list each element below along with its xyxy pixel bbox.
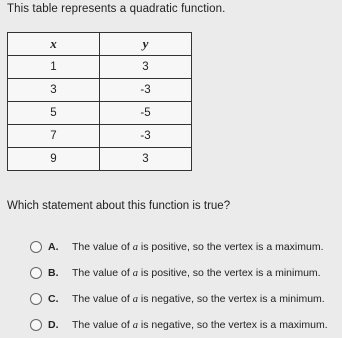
table-cell-y: -3 [100, 79, 192, 102]
table-cell-y: 3 [100, 148, 192, 171]
table-cell-x: 9 [8, 148, 100, 171]
option-d[interactable] [30, 312, 340, 338]
table-row [8, 148, 192, 171]
table-cell-x: 5 [8, 102, 100, 125]
radio-button-d[interactable] [30, 319, 42, 331]
radio-button-a[interactable] [30, 241, 42, 253]
table-row [8, 56, 192, 79]
option-c[interactable] [30, 286, 340, 312]
radio-button-c[interactable] [30, 293, 42, 305]
answer-options [30, 234, 340, 338]
function-table [7, 32, 192, 171]
table-cell-y: -3 [100, 125, 192, 148]
option-letter: A. [48, 241, 59, 253]
option-letter: C. [48, 293, 59, 305]
option-label: The value of a is negative, so the vertex is a maximum. [72, 319, 328, 331]
table-header-row [8, 33, 192, 56]
table-cell-x: 1 [8, 56, 100, 79]
radio-button-b[interactable] [30, 267, 42, 279]
option-letter: B. [48, 267, 59, 279]
table-row [8, 125, 192, 148]
column-header-y: y [100, 33, 192, 56]
table-cell-y: 3 [100, 56, 192, 79]
table-cell-x: 3 [8, 79, 100, 102]
question-text: Which statement about this function is true? [7, 200, 231, 212]
table-row [8, 102, 192, 125]
option-label: The value of a is positive, so the vertex is a maximum. [72, 241, 324, 253]
option-b[interactable] [30, 260, 340, 286]
option-a[interactable] [30, 234, 340, 260]
option-label: The value of a is positive, so the vertex is a minimum. [72, 267, 321, 279]
option-letter: D. [48, 319, 59, 331]
prompt-text: This table represents a quadratic function. [7, 3, 226, 15]
table-cell-x: 7 [8, 125, 100, 148]
option-label: The value of a is negative, so the vertex is a minimum. [72, 293, 325, 305]
table-cell-y: -5 [100, 102, 192, 125]
table-row [8, 79, 192, 102]
column-header-x: x [8, 33, 100, 56]
